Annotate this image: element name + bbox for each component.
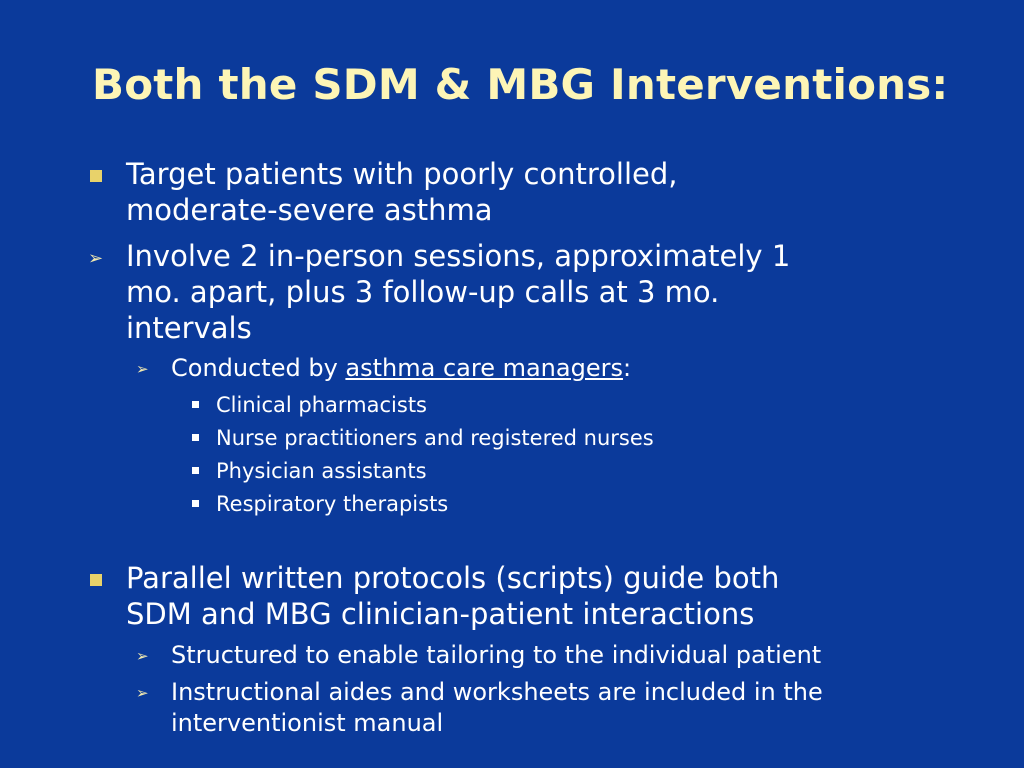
sub-bullet-conducted: [171, 352, 631, 384]
bullet-involve-line3: intervals: [126, 311, 252, 345]
manager-item: Clinical pharmacists: [216, 393, 427, 417]
bullet-target-line1: Target patients with poorly controlled,: [126, 157, 678, 191]
conducted-suffix: :: [622, 354, 632, 382]
arrow-bullet-icon: ➢: [136, 360, 149, 378]
slide-title: Both the SDM & MBG Interventions:: [92, 60, 949, 109]
bullet-involve-line1: Involve 2 in-person sessions, approximately 1: [126, 239, 791, 273]
bullet-target-line2: moderate-severe asthma: [126, 193, 493, 227]
small-square-bullet-icon: [192, 401, 199, 408]
sub-bullet-instructional-line1: Instructional aides and worksheets are included in the: [171, 678, 823, 706]
sub-bullet-structured: Structured to enable tailoring to the individual patient: [171, 641, 822, 669]
square-bullet-icon: [90, 170, 102, 182]
bullet-involve-line2: mo. apart, plus 3 follow-up calls at 3 mo.: [126, 275, 720, 309]
small-square-bullet-icon: [192, 467, 199, 474]
small-square-bullet-icon: [192, 500, 199, 507]
small-square-bullet-icon: [192, 434, 199, 441]
bullet-parallel-line1: Parallel written protocols (scripts) guide both: [126, 561, 780, 595]
manager-item: Nurse practitioners and registered nurses: [216, 426, 654, 450]
sub-bullet-instructional-line2: interventionist manual: [171, 709, 444, 737]
arrow-bullet-icon: ➢: [136, 647, 149, 665]
arrow-bullet-icon: ➢: [88, 248, 104, 269]
manager-item: Respiratory therapists: [216, 492, 449, 516]
square-bullet-icon: [90, 574, 102, 586]
conducted-prefix: Conducted by: [171, 354, 346, 382]
asthma-care-managers-text: asthma care managers: [345, 354, 623, 382]
manager-item: Physician assistants: [216, 459, 427, 483]
bullet-parallel-line2: SDM and MBG clinician-patient interactions: [126, 597, 755, 631]
arrow-bullet-icon: ➢: [136, 684, 149, 702]
